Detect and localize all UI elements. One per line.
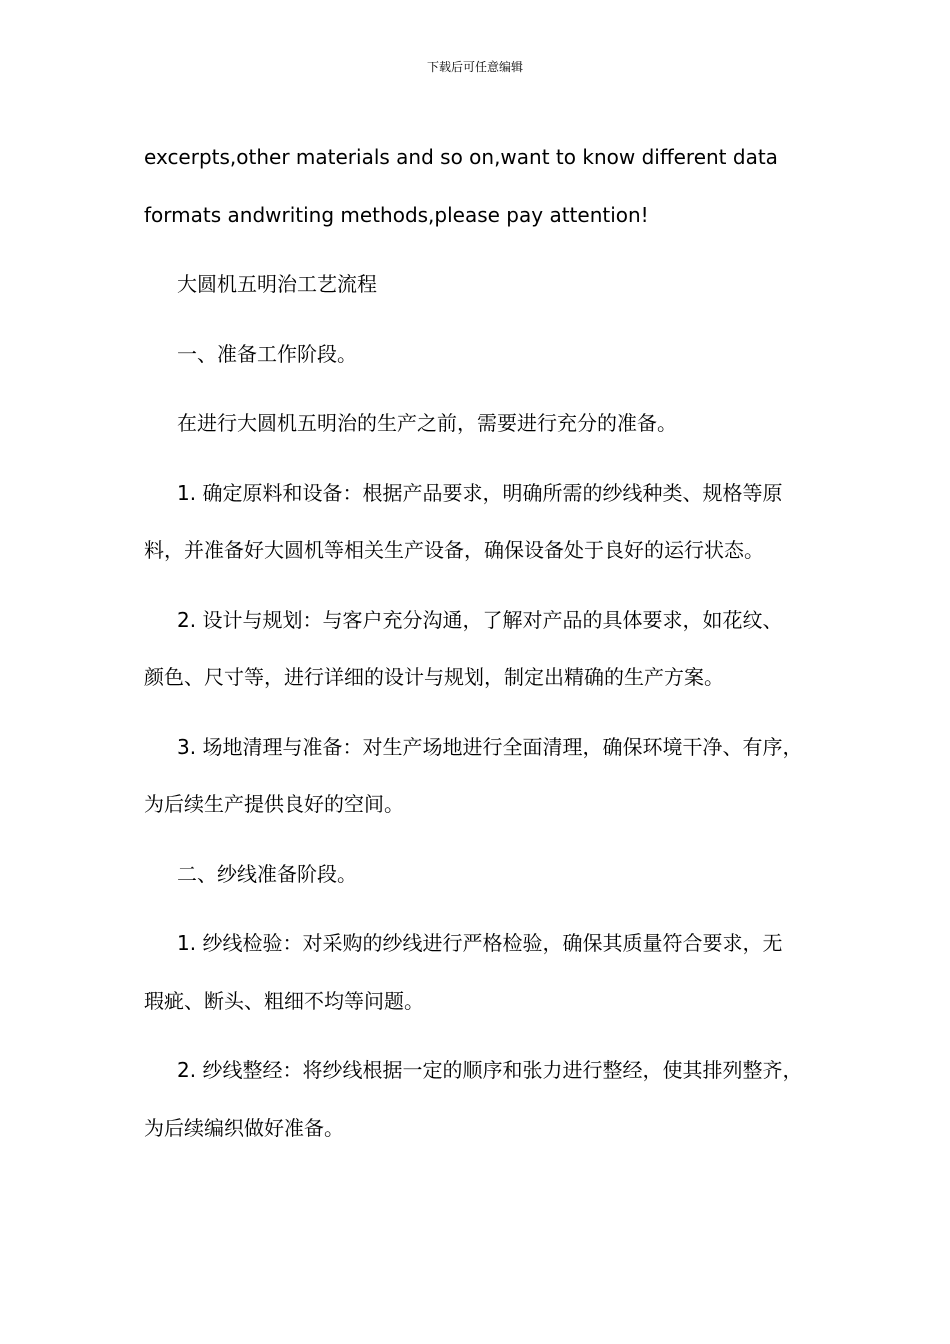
title-text: 大圆机五明治工艺流程 bbox=[177, 272, 377, 296]
intro-line-2: formats andwriting methods,please pay attention! bbox=[144, 202, 649, 227]
section-1-item-1 bbox=[144, 465, 824, 580]
section-1-heading bbox=[144, 326, 824, 384]
page-header: 下载后可任意编辑 bbox=[426, 60, 523, 74]
section-2-item-1-line-1: 1. 纱线检验：对采购的纱线进行严格检验，确保其质量符合要求，无 bbox=[177, 931, 783, 955]
intro-paragraph bbox=[144, 129, 824, 244]
section-2-item-1-line-2: 瑕疵、断头、粗细不均等问题。 bbox=[144, 988, 424, 1013]
document-body bbox=[144, 129, 824, 1169]
section-2-heading-text: 二、纱线准备阶段。 bbox=[177, 861, 357, 886]
section-1-item-2-line-1: 2. 设计与规划：与客户充分沟通，了解对产品的具体要求，如花纹、 bbox=[177, 607, 783, 632]
intro-line-1: excerpts,other materials and so on,want to know different data bbox=[144, 145, 778, 169]
section-1-lead-text: 在进行大圆机五明治的生产之前，需要进行充分的准备。 bbox=[177, 411, 677, 435]
section-1-item-3-line-1: 3. 场地清理与准备：对生产场地进行全面清理，确保环境干净、有序， bbox=[177, 734, 803, 759]
section-1-item-3 bbox=[144, 719, 824, 834]
section-2-item-1 bbox=[144, 915, 824, 1030]
section-1-heading-text: 一、准备工作阶段。 bbox=[177, 341, 357, 366]
section-1-item-1-line-1: 1. 确定原料和设备：根据产品要求，明确所需的纱线种类、规格等原 bbox=[177, 480, 783, 505]
section-1-lead bbox=[144, 395, 824, 453]
section-2-item-2 bbox=[144, 1042, 824, 1157]
section-1-item-2-line-2: 颜色、尺寸等，进行详细的设计与规划，制定出精确的生产方案。 bbox=[144, 665, 724, 689]
section-1-item-2 bbox=[144, 592, 824, 707]
section-1-item-3-line-2: 为后续生产提供良好的空间。 bbox=[144, 792, 404, 816]
section-2-item-2-line-1: 2. 纱线整经：将纱线根据一定的顺序和张力进行整经，使其排列整齐， bbox=[177, 1058, 803, 1082]
section-2-heading bbox=[144, 846, 824, 904]
section-1-item-1-line-2: 料，并准备好大圆机等相关生产设备，确保设备处于良好的运行状态。 bbox=[144, 538, 764, 562]
document-title bbox=[144, 256, 824, 314]
section-2-item-2-line-2: 为后续编织做好准备。 bbox=[144, 1115, 344, 1140]
